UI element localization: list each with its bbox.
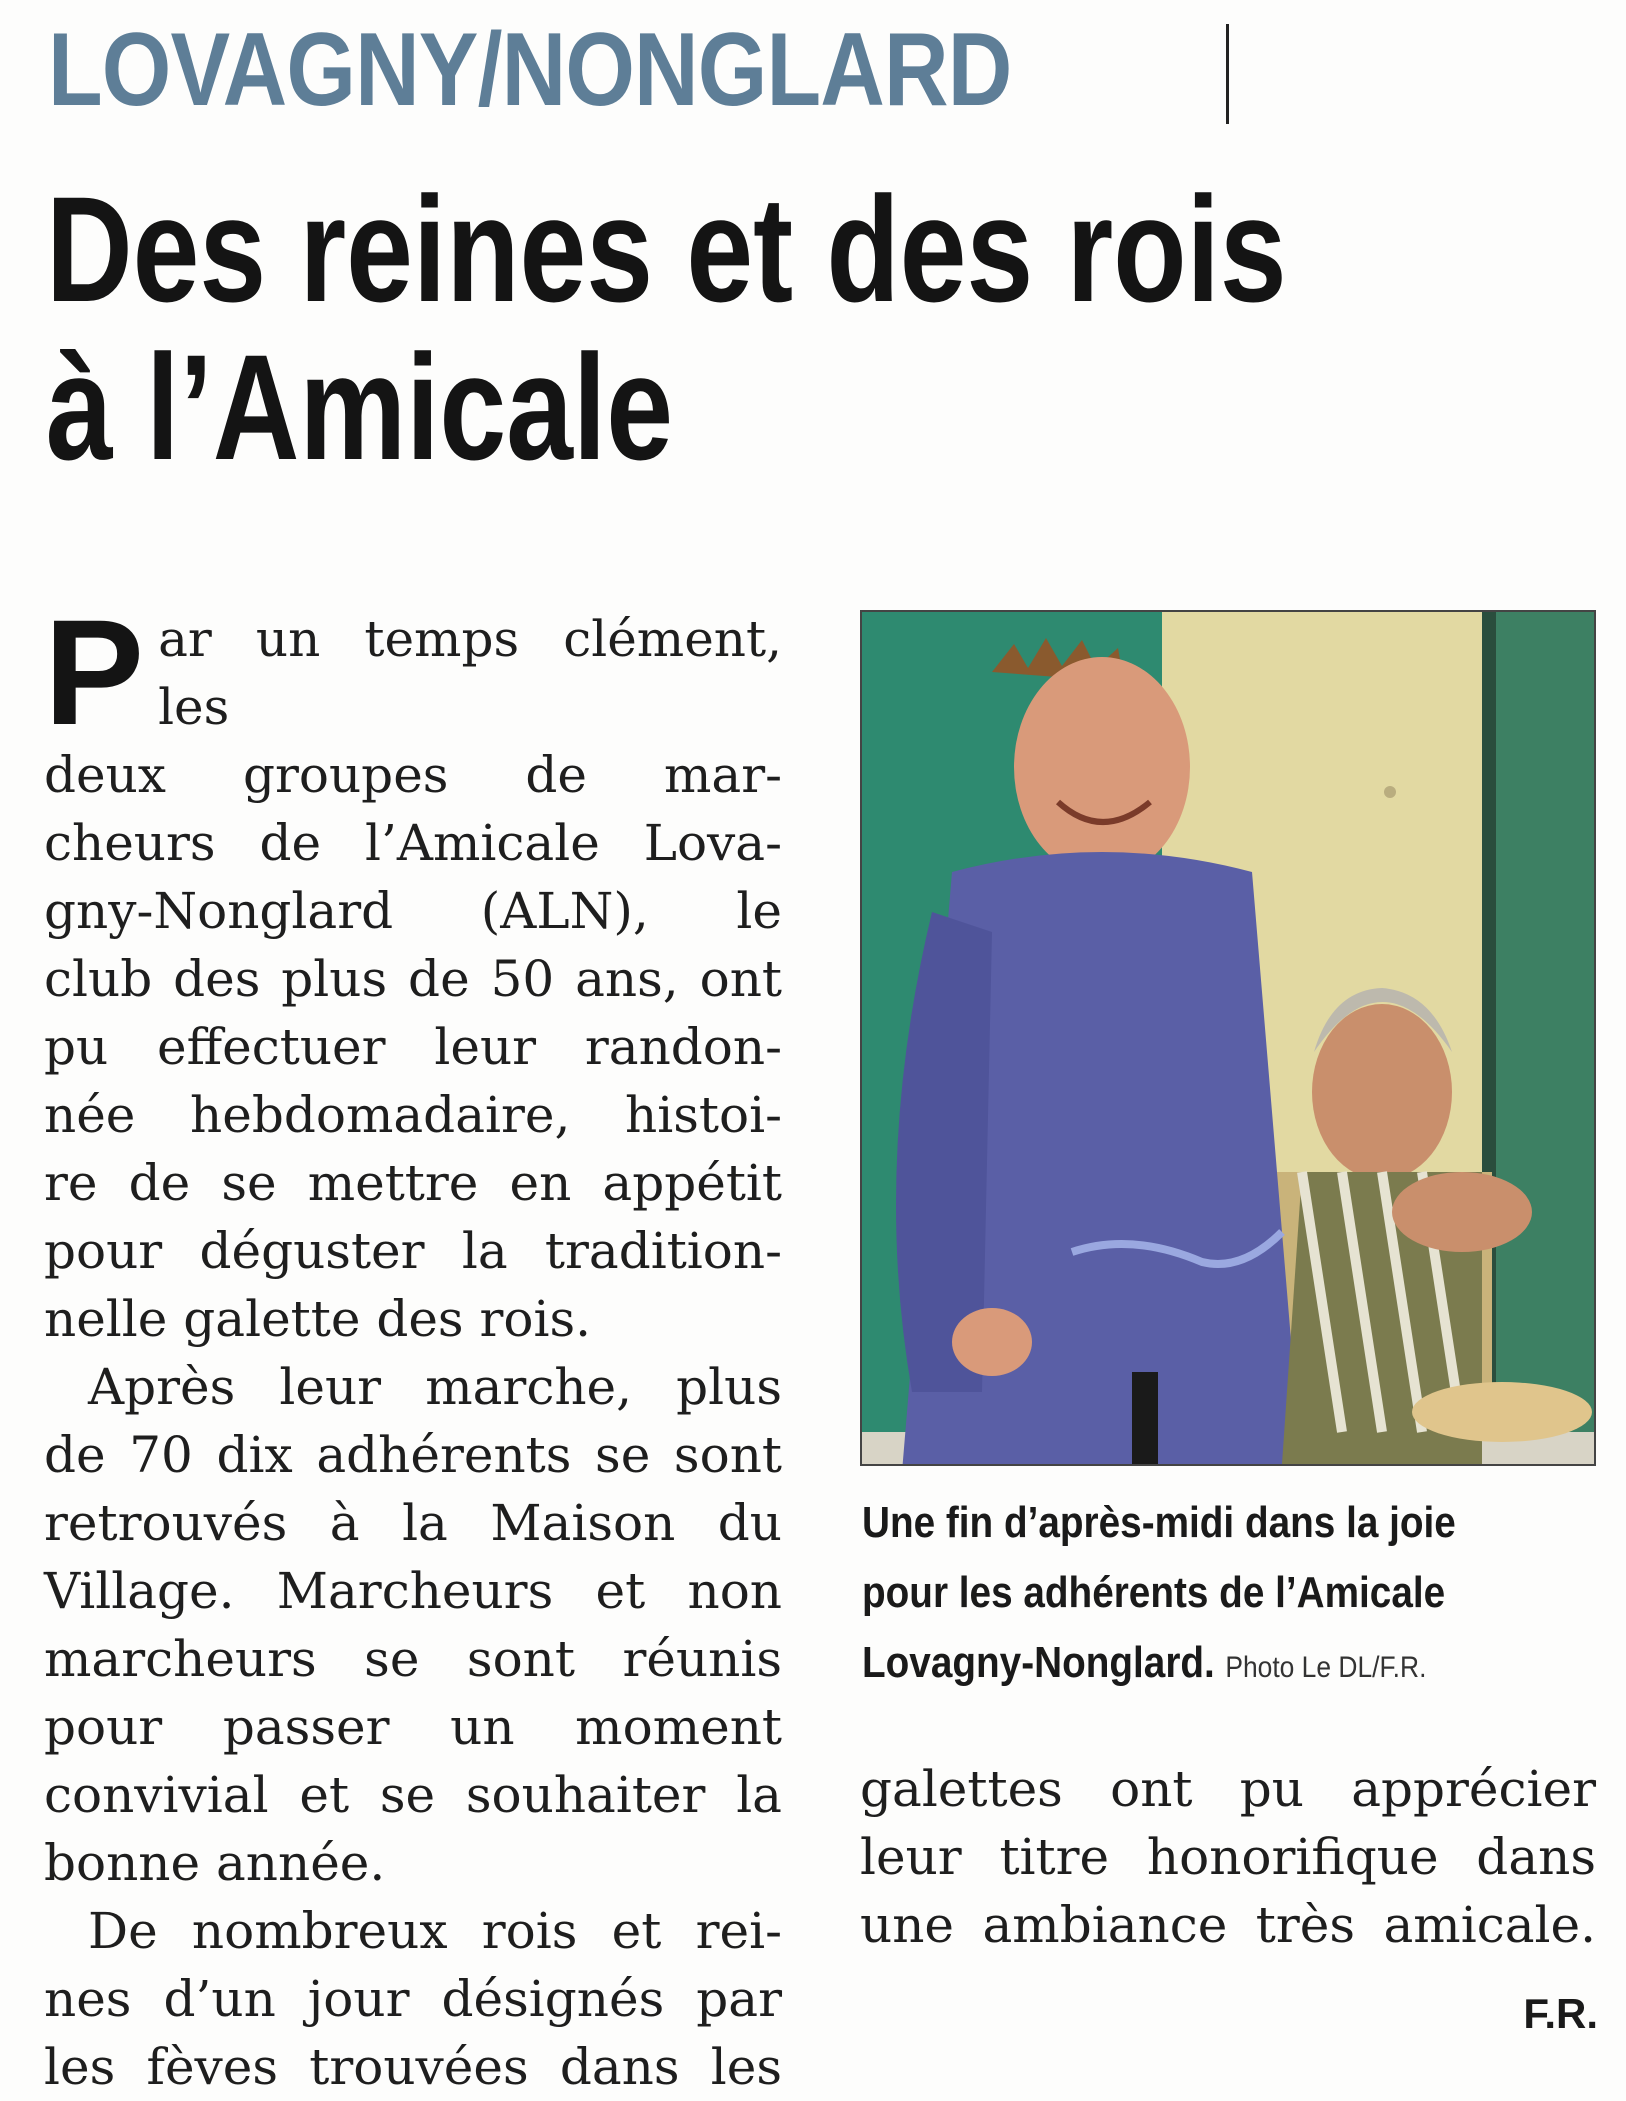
caption-line-2: pour les adhérents de l’Amicale — [862, 1568, 1446, 1617]
text-line: pour passer un moment — [44, 1698, 782, 1756]
photo-caption — [862, 1488, 1513, 1703]
text-line: une ambiance très amicale. — [860, 1896, 1596, 1954]
text-line: pu effectuer leur randon- — [44, 1018, 782, 1076]
photo-credit: Photo Le DL/F.R. — [1225, 1651, 1427, 1684]
article-right-column — [860, 1755, 1596, 1959]
text-line: née hebdomadaire, histoi- — [44, 1086, 782, 1144]
text-line: marcheurs se sont réunis — [44, 1630, 782, 1688]
caption-line-3: Lovagny-Nonglard. — [862, 1638, 1215, 1687]
paragraph-3 — [44, 1897, 782, 2101]
author-signature: F.R. — [1523, 1990, 1598, 2037]
section-kicker: LOVAGNY/NONGLARD — [48, 12, 1012, 128]
text-line: re de se mettre en appétit — [44, 1154, 782, 1212]
caption-line-1: Une fin d’après-midi dans la joie — [862, 1498, 1456, 1547]
drop-cap: P — [44, 588, 145, 756]
text-line: leur titre honorifique dans — [860, 1828, 1596, 1886]
text-line: retrouvés à la Maison du — [44, 1494, 782, 1552]
text-line: nes d’un jour désignés par — [44, 1970, 782, 2028]
headline-line-2: à l’Amicale — [46, 323, 674, 491]
text-line: Village. Marcheurs et non — [44, 1562, 782, 1620]
paragraph-1 — [44, 588, 782, 1353]
article-left-column — [44, 588, 782, 2101]
text-line: deux groupes de mar- — [44, 746, 782, 804]
headline-line-1: Des reines et des rois — [46, 165, 1287, 333]
headline — [46, 165, 1287, 491]
text-line: club des plus de 50 ans, ont — [44, 950, 782, 1008]
text-line: ar un temps clément, les — [158, 610, 782, 736]
text-line: nelle galette des rois. — [44, 1290, 592, 1348]
kicker-rule — [1226, 24, 1229, 124]
photo-illustration — [862, 612, 1594, 1464]
caption-line-3-wrap — [862, 1628, 1513, 1703]
text-line: galettes ont pu apprécier — [860, 1760, 1596, 1818]
text-line: cheurs de l’Amicale Lova- — [44, 814, 782, 872]
text-line: Après leur marche, plus — [88, 1358, 782, 1416]
news-photo — [860, 610, 1596, 1466]
text-line: bonne année. — [44, 1834, 386, 1892]
text-line: De nombreux rois et rei- — [88, 1902, 782, 1960]
paragraph-2 — [44, 1353, 782, 1897]
text-line: gny-Nonglard (ALN), le — [44, 882, 782, 940]
text-line: pour déguster la tradition- — [44, 1222, 782, 1280]
text-line: les fèves trouvées dans les — [44, 2038, 782, 2096]
text-line: de 70 dix adhérents se sont — [44, 1426, 782, 1484]
text-line: convivial et se souhaiter la — [44, 1766, 782, 1824]
